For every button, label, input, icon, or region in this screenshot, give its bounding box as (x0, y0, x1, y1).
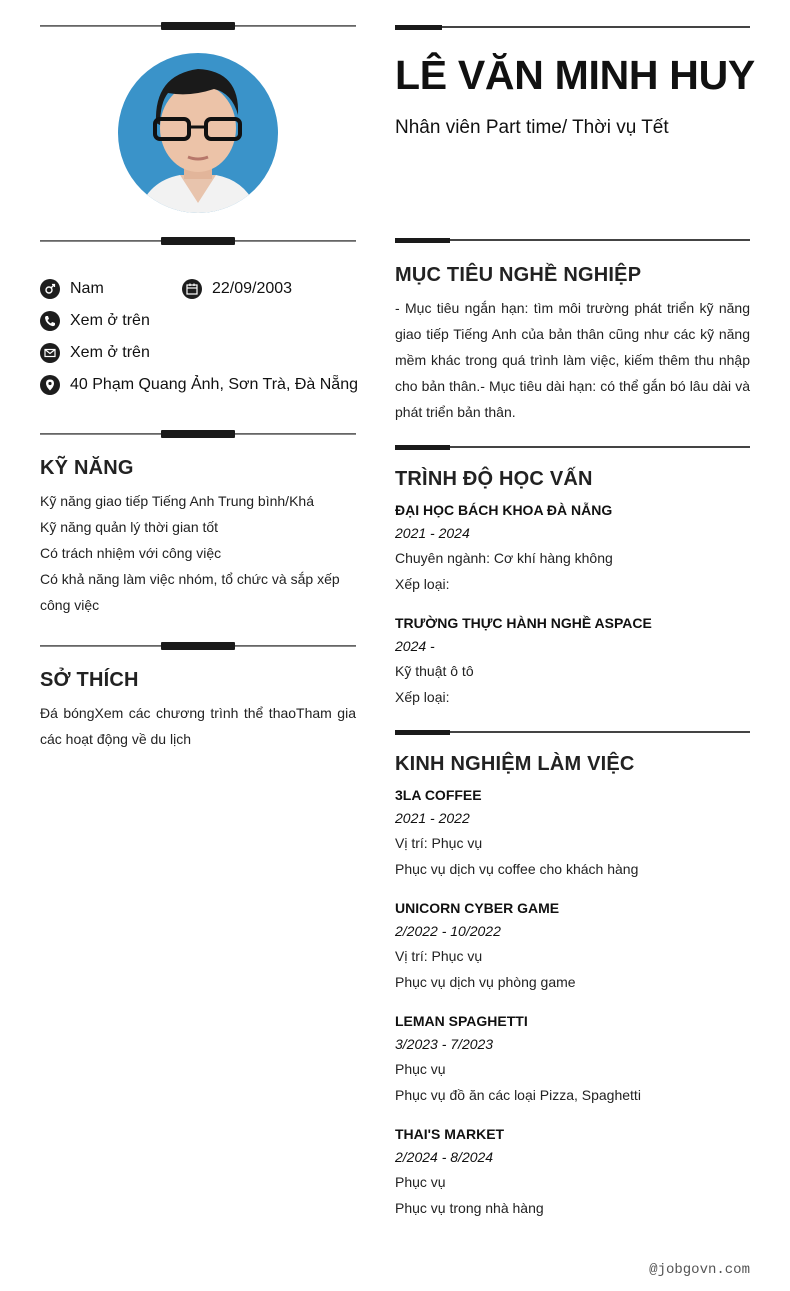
education-dates: 2024 - (395, 638, 435, 654)
experience-desc: Phục vụ trong nhà hàng (395, 1200, 544, 1216)
phone-value: Xem ở trên (70, 312, 150, 329)
hobbies-text: Đá bóngXem các chương trình thể thaoTham gia các hoạt động về du lịch (40, 705, 356, 747)
objective-heading: MỤC TIÊU NGHỀ NGHIỆP (395, 264, 642, 286)
birthday-row (182, 279, 292, 299)
experience-desc: Phục vụ dịch vụ coffee cho khách hàng (395, 861, 639, 877)
experience-role: Vị trí: Phục vụ (395, 835, 483, 851)
skills-list (40, 488, 356, 618)
gender-row (40, 279, 104, 299)
email-row (40, 343, 150, 363)
right-divider-experience (395, 730, 750, 735)
right-divider-education (395, 445, 750, 450)
experience-dates: 2/2022 - 10/2022 (395, 923, 501, 939)
address-value: 40 Phạm Quang Ảnh, Sơn Trà, Đà Nẵng (70, 376, 358, 393)
experience-heading: KINH NGHIỆM LÀM VIỆC (395, 753, 635, 775)
left-divider-top (40, 22, 356, 31)
objective-text: - Mục tiêu ngắn hạn: tìm môi trường phát triển kỹ năng giao tiếp Tiếng Anh của bản thân cũng như các kỹ năng mềm khác trong quá trình làm việc, kiếm thêm thu nhập cho bản thân.- Mục tiêu dài hạn: có thể gắn bó lâu dài và phát triển bản thân. (395, 300, 750, 420)
education-major: Kỹ thuật ô tô (395, 663, 474, 679)
education-school: TRƯỜNG THỰC HÀNH NGHỀ ASPACE (395, 615, 652, 631)
birthday-value: 22/09/2003 (212, 280, 293, 297)
address-row (40, 375, 358, 395)
skill-item: Có trách nhiệm với công việc (40, 545, 222, 561)
experience-dates: 3/2023 - 7/2023 (395, 1036, 494, 1052)
skill-item: Có khả năng làm việc nhóm, tổ chức và sắp xếp công việc (40, 571, 340, 613)
hobbies-heading: SỞ THÍCH (40, 669, 139, 691)
experience-desc: Phục vụ đồ ăn các loại Pizza, Spaghetti (395, 1087, 641, 1103)
experience-role: Phục vụ (395, 1174, 446, 1190)
education-grade: Xếp loại: (395, 576, 450, 592)
experience-company: THAI'S MARKET (395, 1126, 505, 1142)
email-value: Xem ở trên (70, 344, 150, 361)
skill-item: Kỹ năng giao tiếp Tiếng Anh Trung bình/Khá (40, 493, 314, 509)
experience-desc: Phục vụ dịch vụ phòng game (395, 974, 576, 990)
footer-watermark: @jobgovn.com (649, 1262, 750, 1278)
left-divider-hobbies (40, 642, 356, 651)
gender-icon (40, 279, 60, 299)
job-title: Nhân viên Part time/ Thời vụ Tết (395, 117, 669, 138)
experience-dates: 2/2024 - 8/2024 (395, 1149, 494, 1165)
phone-icon (40, 311, 60, 331)
avatar (118, 53, 278, 213)
experience-dates: 2021 - 2022 (395, 810, 470, 826)
education-school: ĐẠI HỌC BÁCH KHOA ĐÀ NẴNG (395, 502, 613, 518)
experience-role: Vị trí: Phục vụ (395, 948, 483, 964)
skills-heading: KỸ NĂNG (40, 457, 134, 479)
left-divider-skills (40, 430, 356, 439)
location-pin-icon (40, 375, 60, 395)
experience-company: 3LA COFFEE (395, 787, 482, 803)
left-divider-info (40, 237, 356, 246)
experience-role: Phục vụ (395, 1061, 446, 1077)
education-major: Chuyên ngành: Cơ khí hàng không (395, 550, 613, 566)
gender-value: Nam (70, 280, 104, 297)
right-divider-objective (395, 238, 750, 243)
experience-company: LEMAN SPAGHETTI (395, 1013, 528, 1029)
calendar-icon (182, 279, 202, 299)
education-heading: TRÌNH ĐỘ HỌC VẤN (395, 468, 593, 490)
experience-company: UNICORN CYBER GAME (395, 900, 560, 916)
mail-icon (40, 343, 60, 363)
education-dates: 2021 - 2024 (395, 525, 470, 541)
candidate-name: LÊ VĂN MINH HUY (395, 52, 755, 98)
education-grade: Xếp loại: (395, 689, 450, 705)
right-divider-top (395, 25, 750, 30)
phone-row (40, 311, 150, 331)
skill-item: Kỹ năng quản lý thời gian tốt (40, 519, 219, 535)
